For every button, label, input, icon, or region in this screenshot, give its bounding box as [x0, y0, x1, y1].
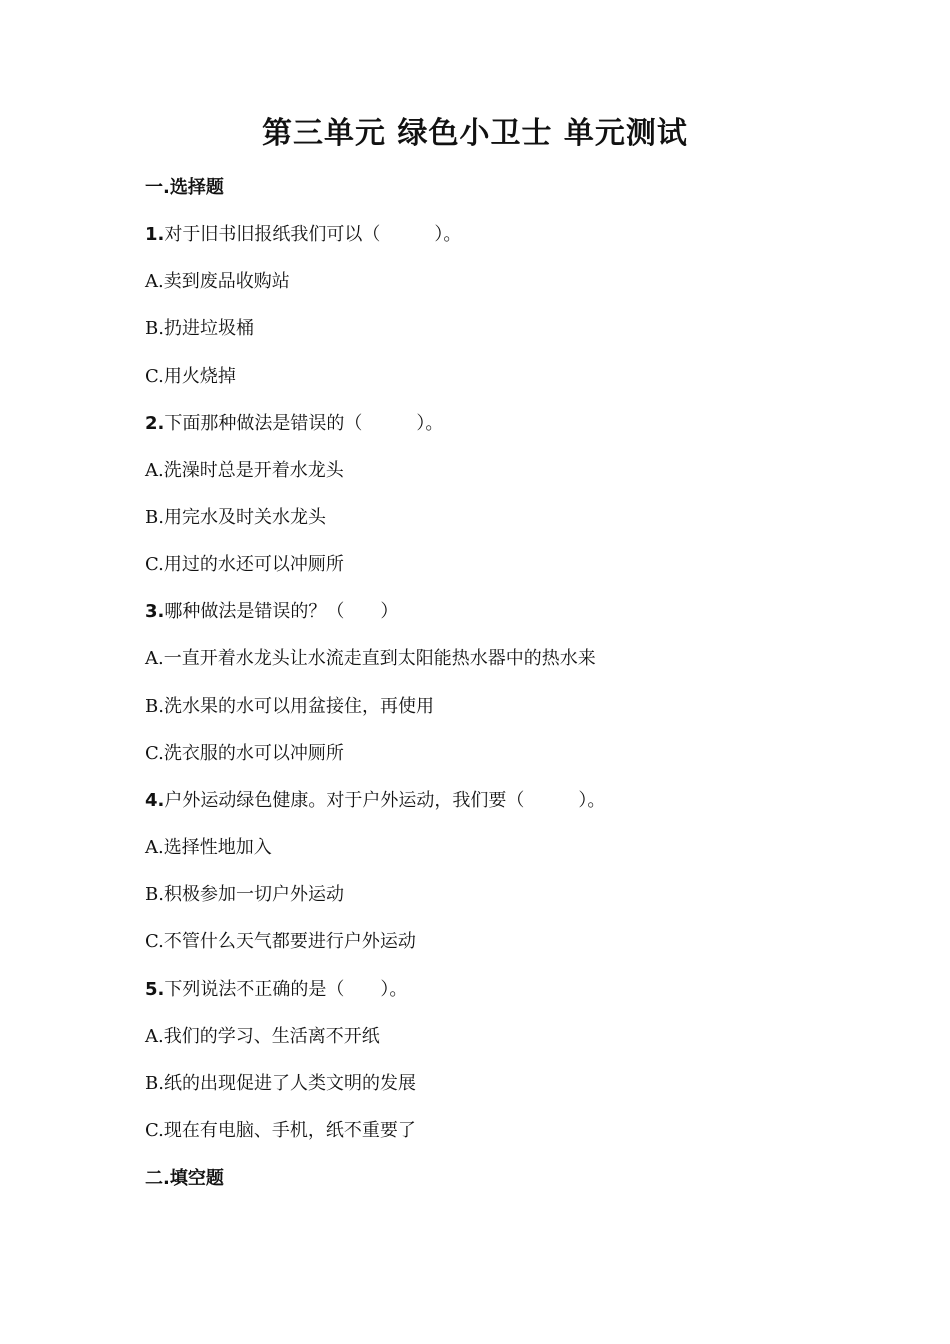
option-3c: C.洗衣服的水可以冲厕所	[145, 743, 344, 764]
question-text: 户外运动绿色健康。对于户外运动，我们要（ ）。	[164, 790, 606, 811]
option-3b: B.洗水果的水可以用盆接住，再使用	[145, 696, 434, 717]
option-5a: A.我们的学习、生活离不开纸	[145, 1026, 380, 1047]
question-2	[145, 411, 443, 437]
option-4a: A.选择性地加入	[145, 837, 272, 858]
option-4b: B.积极参加一切户外运动	[145, 884, 344, 905]
option-4c: C.不管什么天气都要进行户外运动	[145, 931, 416, 952]
question-1	[145, 222, 461, 248]
option-5b: B.纸的出现促进了人类文明的发展	[145, 1073, 416, 1094]
question-number: 5.	[145, 979, 165, 1000]
option-1c: C.用火烧掉	[145, 366, 236, 387]
question-text: 对于旧书旧报纸我们可以（ ）。	[164, 224, 462, 245]
page-title: 第三单元 绿色小卫士 单元测试	[262, 116, 688, 151]
section-heading-choice: 一.选择题	[145, 177, 224, 198]
section-heading-fill: 二.填空题	[145, 1168, 224, 1189]
question-text: 下列说法不正确的是（ ）。	[164, 979, 408, 1000]
question-number: 4.	[145, 790, 165, 811]
question-text: 下面那种做法是错误的（ ）。	[164, 413, 444, 434]
question-3	[145, 599, 398, 625]
option-1a: A.卖到废品收购站	[145, 271, 290, 292]
option-1b: B.扔进垃圾桶	[145, 318, 254, 339]
question-number: 2.	[145, 413, 165, 434]
option-2b: B.用完水及时关水龙头	[145, 507, 326, 528]
question-number: 1.	[145, 224, 165, 245]
option-2a: A.洗澡时总是开着水龙头	[145, 460, 344, 481]
question-text: 哪种做法是错误的？（ ）	[164, 601, 399, 622]
option-5c: C.现在有电脑、手机，纸不重要了	[145, 1120, 416, 1141]
option-2c: C.用过的水还可以冲厕所	[145, 554, 344, 575]
question-number: 3.	[145, 601, 165, 622]
question-5	[145, 977, 407, 1003]
option-3a: A.一直开着水龙头让水流走直到太阳能热水器中的热水来	[145, 648, 596, 669]
question-4	[145, 788, 605, 814]
